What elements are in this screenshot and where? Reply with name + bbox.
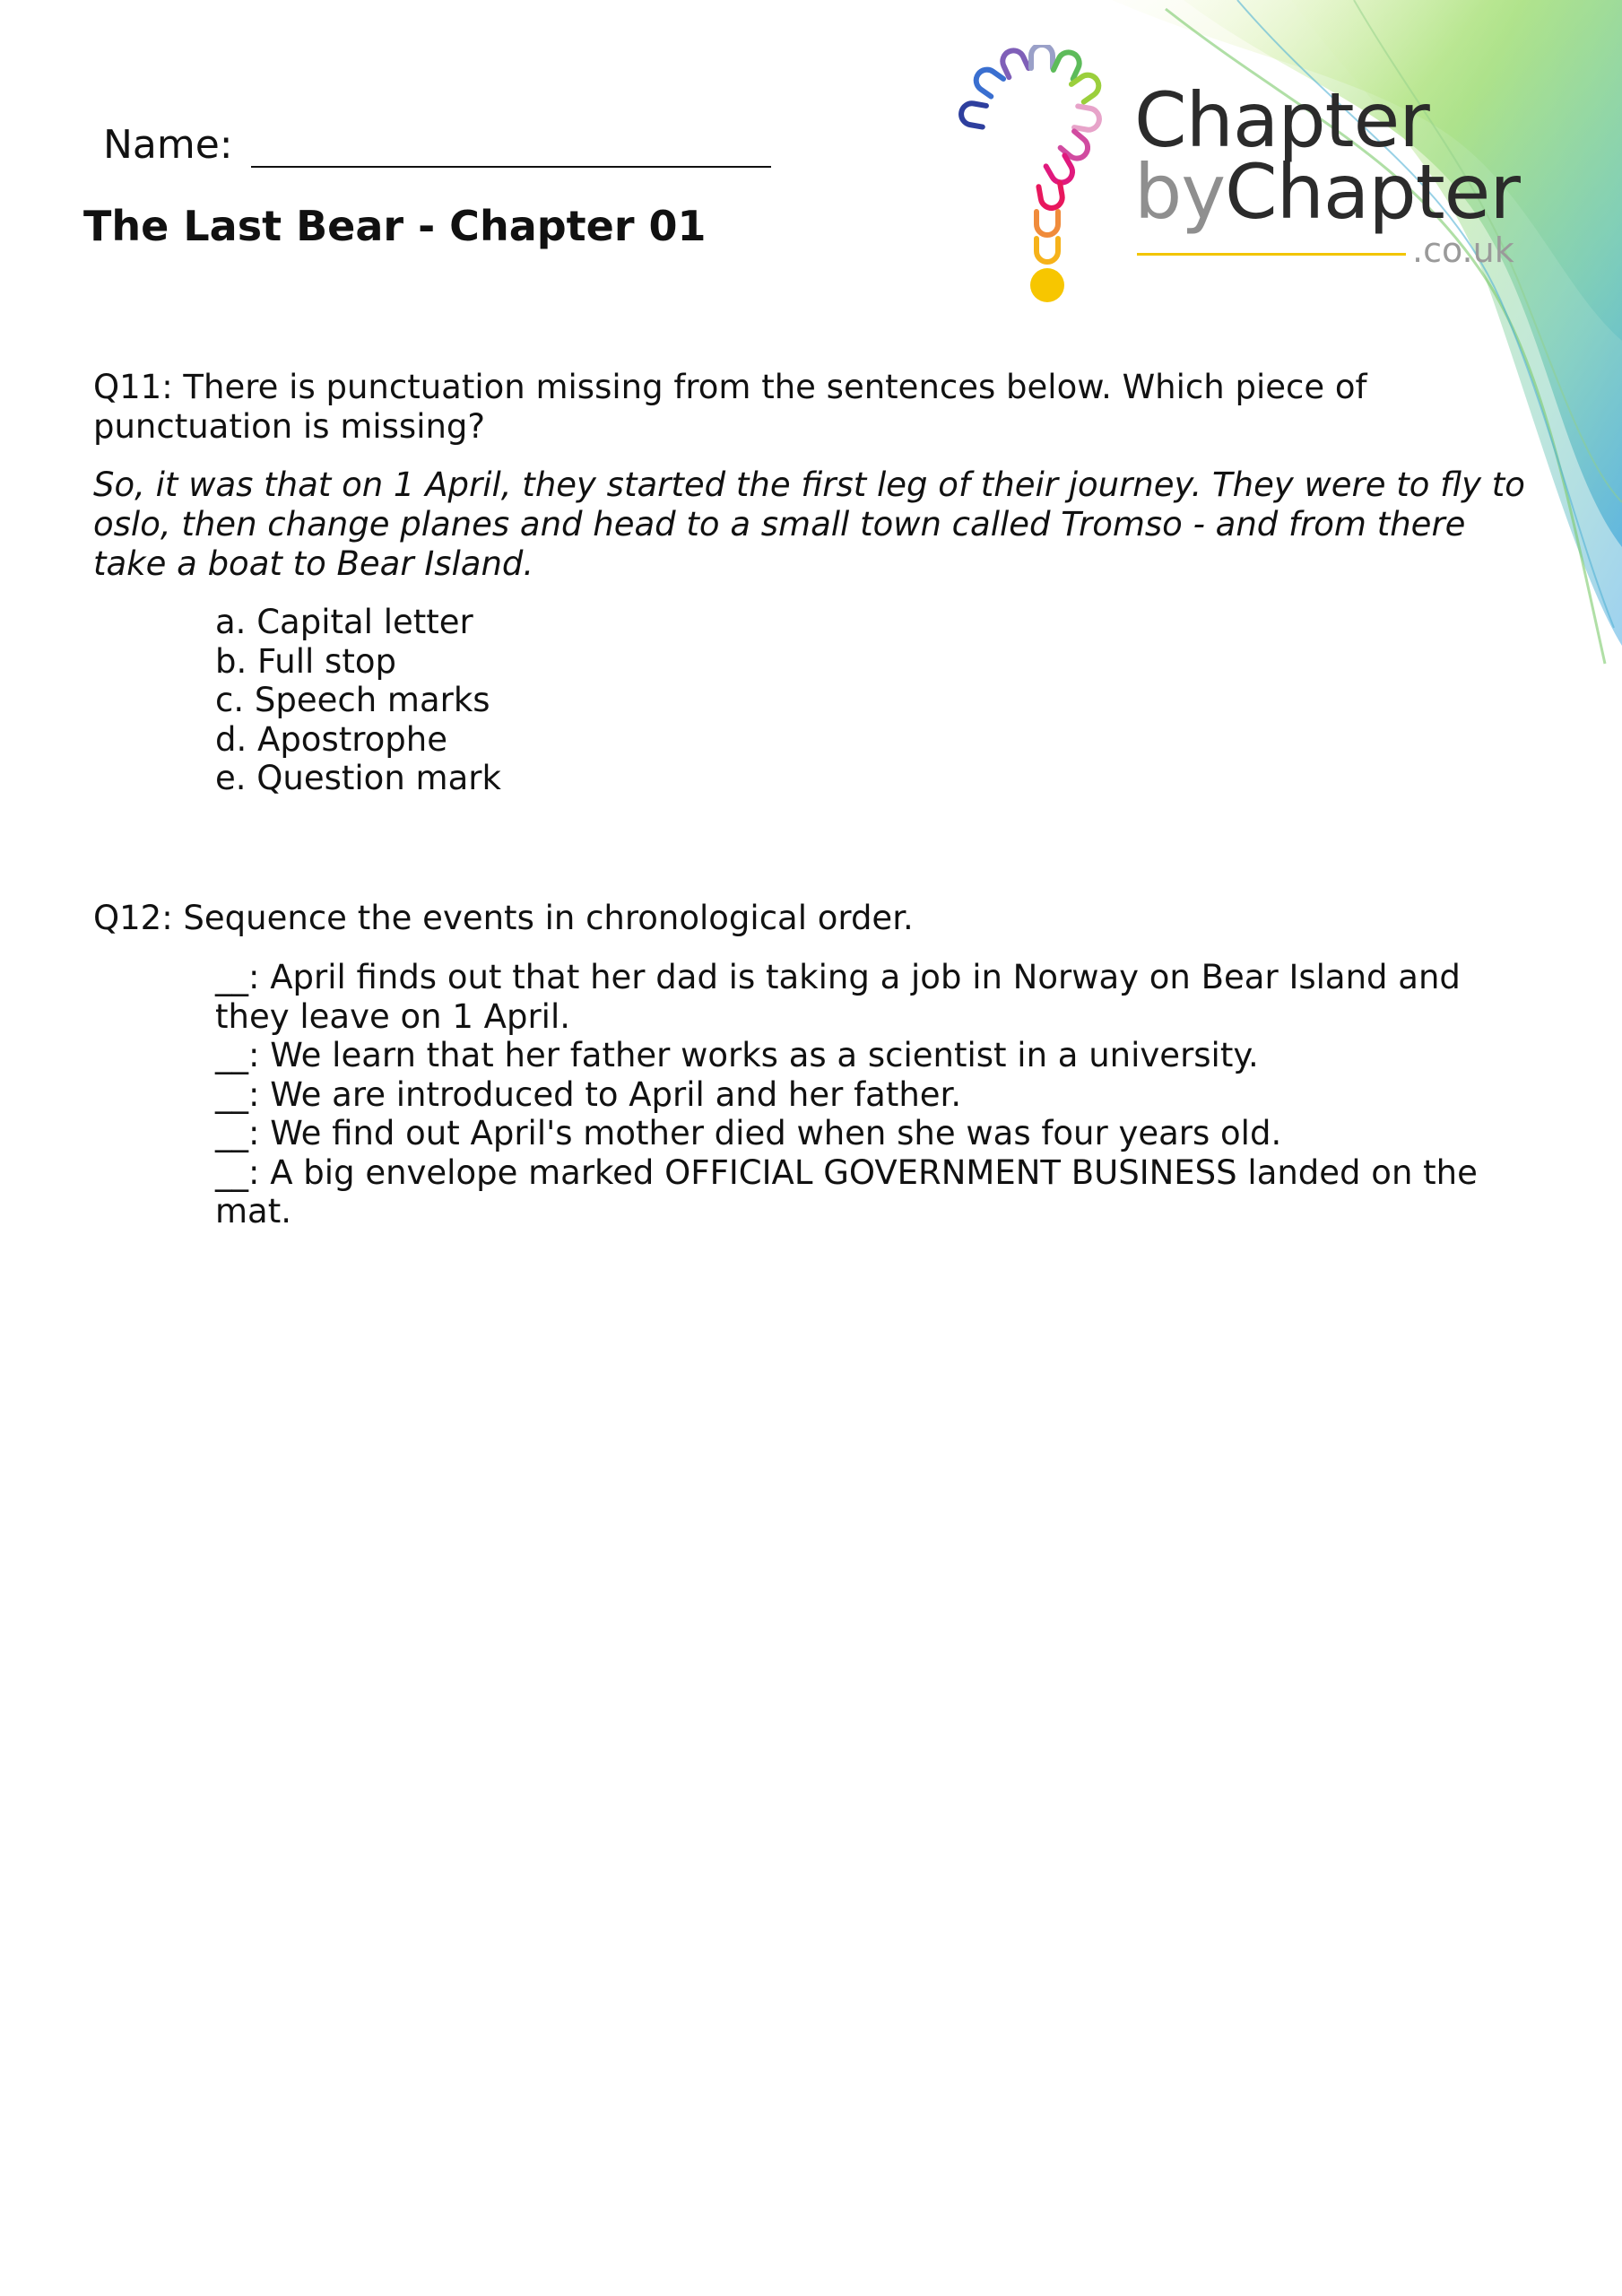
logo-by-text: by: [1134, 148, 1226, 236]
event-item: __: A big envelope marked OFFICIAL GOVERNMENT BUSINESS landed on the mat.: [215, 1152, 1478, 1231]
logo-domain: .co.uk: [1412, 230, 1514, 270]
worksheet-title: The Last Bear - Chapter 01: [83, 202, 707, 250]
book-arch-icon: [1074, 106, 1101, 131]
question-12-events: [215, 958, 1542, 1231]
book-arch-icon: [999, 47, 1028, 77]
name-label: Name:: [103, 122, 233, 168]
book-arch-icon: [959, 101, 986, 126]
question-11-options: [215, 603, 501, 798]
event-item: __: April finds out that her dad is taking a job in Norway on Bear Island and they leave on 1 April.: [215, 958, 1461, 1036]
book-arch-icon: [1037, 212, 1058, 235]
event-item: __: We find out April's mother died when she was four years old.: [215, 1114, 1282, 1152]
option-a: a. Capital letter: [215, 603, 473, 641]
question-11: Q11: There is punctuation missing from the sentences below. Which piece of punctuation is missing?: [93, 368, 1367, 446]
option-e: e. Question mark: [215, 759, 501, 797]
option-c: c. Speech marks: [215, 681, 490, 719]
book-arch-icon: [1038, 183, 1063, 210]
logo-by-chapter-text: [1134, 148, 1520, 236]
question-12: Q12: Sequence the events in chronological order.: [93, 899, 914, 937]
book-arch-icon: [972, 65, 1003, 97]
question-11-passage: So, it was that on 1 April, they started the first leg of their journey. They were to fly to oslo, then change planes and head to a small town called Tromso - and from there take a boat to Bear Island.: [93, 465, 1525, 583]
book-arch-icon: [1054, 48, 1083, 79]
option-d: d. Apostrophe: [215, 719, 447, 759]
book-arch-icon: [1031, 45, 1053, 68]
logo-chapter-text: Chapter: [1134, 76, 1429, 164]
event-item: __: We are introduced to April and her father.: [215, 1074, 962, 1114]
logo-chapter-text-2: Chapter: [1225, 148, 1520, 236]
book-arch-icon: [1037, 239, 1058, 262]
logo-underline: [1137, 253, 1406, 256]
name-blank-line[interactable]: [251, 119, 771, 168]
option-b: b. Full stop: [215, 641, 396, 681]
event-item: __: We learn that her father works as a scientist in a university.: [215, 1036, 1259, 1074]
name-field: [103, 119, 771, 168]
logo-wordmark: [1134, 76, 1520, 236]
